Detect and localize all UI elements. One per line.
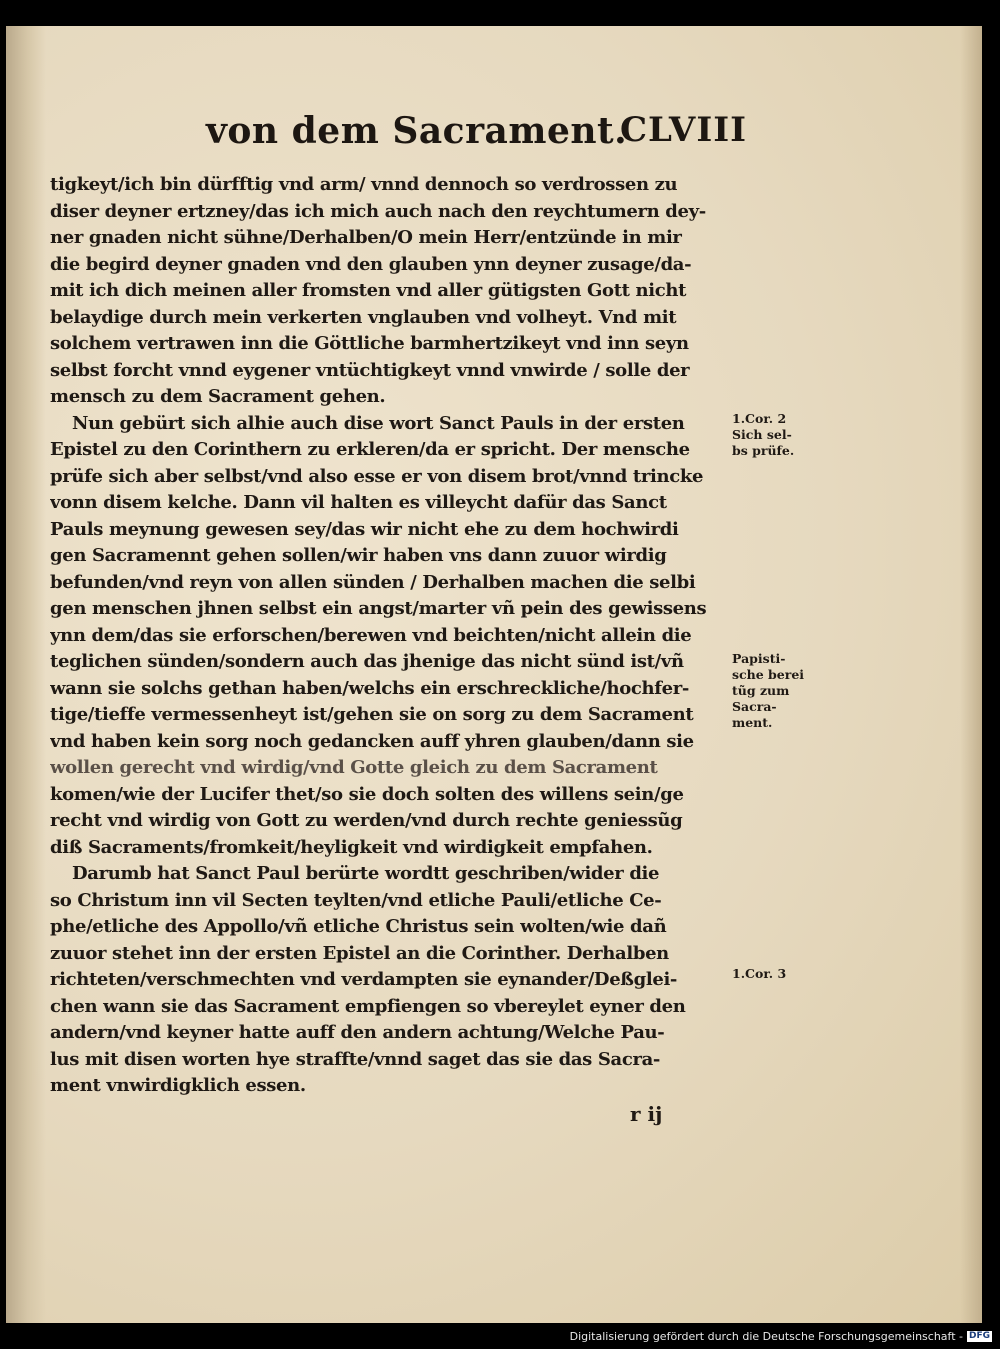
text-line: wollen gerecht vnd wirdig/vnd Gotte gleich zu dem Sacrament bbox=[50, 757, 658, 778]
marginal-note-line: tũg zum bbox=[732, 683, 790, 698]
text-line: Nun gebürt sich alhie auch dise wort Sanct Pauls in der ersten bbox=[72, 412, 685, 434]
text-line: lus mit disen worten hye straffte/vnnd saget das sie das Sacra- bbox=[50, 1048, 661, 1070]
text-line: solchem vertrawen inn die Göttliche barmhertzikeyt vnd inn seyn bbox=[50, 333, 689, 354]
text-line: ner gnaden nicht sühne/Derhalben/O mein Herr/entzünde in mir bbox=[50, 227, 682, 248]
page-edge bbox=[960, 26, 982, 1323]
body-text-block bbox=[50, 172, 740, 1100]
marginal-note-papistische bbox=[732, 651, 804, 731]
marginal-note-cor3 bbox=[732, 966, 786, 982]
text-line: Darumb hat Sanct Paul berürte wordtt geschriben/wider die bbox=[72, 863, 660, 884]
text-line: ynn dem/das sie erforschen/berewen vnd beichten/nicht allein die bbox=[50, 624, 692, 646]
signature-mark: r ij bbox=[630, 1102, 663, 1126]
marginal-note-line: ment. bbox=[732, 715, 773, 730]
book-page bbox=[6, 26, 982, 1323]
text-line: richteten/verschmechten vnd verdampten sie eynander/Deßglei- bbox=[50, 969, 678, 990]
text-line: vonn disem kelche. Dann vil halten es villeycht dafür das Sanct bbox=[50, 492, 667, 513]
marginal-note-line: 1.Cor. 2 bbox=[732, 411, 787, 426]
text-line: diß Sacraments/fromkeit/heyligkeit vnd wirdigkeit empfahen. bbox=[50, 836, 653, 858]
text-line: diser deyner ertzney/das ich mich auch nach den reychtumern dey- bbox=[50, 200, 706, 222]
text-line: belaydige durch mein verkerten vnglauben vnd volheyt. Vnd mit bbox=[50, 306, 677, 328]
text-line: teglichen sünden/sondern auch das jhenige das nicht sünd ist/vñ bbox=[50, 651, 684, 672]
marginal-note-line: sche berei bbox=[732, 667, 805, 682]
text-line: zuuor stehet inn der ersten Epistel an die Corinther. Derhalben bbox=[50, 942, 669, 964]
text-line: komen/wie der Lucifer thet/so sie doch solten des willens sein/ge bbox=[50, 783, 684, 805]
text-line: die begird deyner gnaden vnd den glauben ynn deyner zusage/da- bbox=[50, 253, 692, 275]
marginal-note-cor2 bbox=[732, 411, 794, 459]
text-line: so Christum inn vil Secten teylten/vnd etliche Pauli/etliche Ce- bbox=[50, 889, 662, 911]
text-line: ment vnwirdigklich essen. bbox=[50, 1075, 306, 1096]
text-line: prüfe sich aber selbst/vnd also esse er von disem brot/vnnd trincke bbox=[50, 465, 704, 487]
text-line: mensch zu dem Sacrament gehen. bbox=[50, 386, 386, 407]
text-line: mit ich dich meinen aller fromsten vnd aller gütigsten Gott nicht bbox=[50, 280, 687, 301]
text-line: phe/etliche des Appollo/vñ etliche Christus sein wolten/wie dañ bbox=[50, 916, 667, 937]
marginal-note-line: 1.Cor. 3 bbox=[732, 966, 787, 981]
marginal-note-line: Sacra- bbox=[732, 699, 777, 714]
dfg-logo: DFG bbox=[968, 1331, 990, 1341]
text-line: gen Sacramennt gehen sollen/wir haben vns dann zuuor wirdig bbox=[50, 545, 667, 566]
text-line: recht vnd wirdig von Gott zu werden/vnd durch rechte geniessũg bbox=[50, 810, 683, 831]
text-line: Epistel zu den Corinthern zu erkleren/da er spricht. Der mensche bbox=[50, 439, 690, 460]
text-line: chen wann sie das Sacrament empfiengen so vbereylet eyner den bbox=[50, 995, 686, 1017]
running-head: von dem Sacrament. bbox=[206, 110, 628, 152]
text-line: gen menschen jhnen selbst ein angst/marter vñ pein des gewissens bbox=[50, 598, 707, 619]
text-line: selbst forcht vnnd eygener vntüchtigkeyt vnnd vnwirde / solle der bbox=[50, 359, 690, 381]
text-line: tige/tieffe vermessenheyt ist/gehen sie on sorg zu dem Sacrament bbox=[50, 704, 694, 725]
text-line: Pauls meynung gewesen sey/das wir nicht ehe zu dem hochwirdi bbox=[50, 518, 679, 540]
text-line: tigkeyt/ich bin dürfftig vnd arm/ vnnd dennoch so verdrossen zu bbox=[50, 174, 678, 195]
text-line: befunden/vnd reyn von allen sünden / Derhalben machen die selbi bbox=[50, 571, 696, 593]
folio-number: CLVIII bbox=[620, 110, 748, 150]
text-line: wann sie solchs gethan haben/welchs ein erschreckliche/hochfer- bbox=[50, 677, 689, 699]
marginal-note-line: Papisti- bbox=[732, 651, 786, 666]
marginal-note-line: bs prüfe. bbox=[732, 443, 795, 458]
digitization-footer bbox=[570, 1330, 992, 1343]
footer-credit: Digitalisierung gefördert durch die Deutsche Forschungsgemeinschaft - bbox=[569, 1330, 963, 1343]
text-line: andern/vnd keyner hatte auff den andern achtung/Welche Pau- bbox=[50, 1022, 665, 1043]
text-line: vnd haben kein sorg noch gedancken auff yhren glauben/dann sie bbox=[50, 730, 694, 752]
page-gutter bbox=[6, 26, 46, 1323]
marginal-note-line: Sich sel- bbox=[732, 427, 792, 442]
